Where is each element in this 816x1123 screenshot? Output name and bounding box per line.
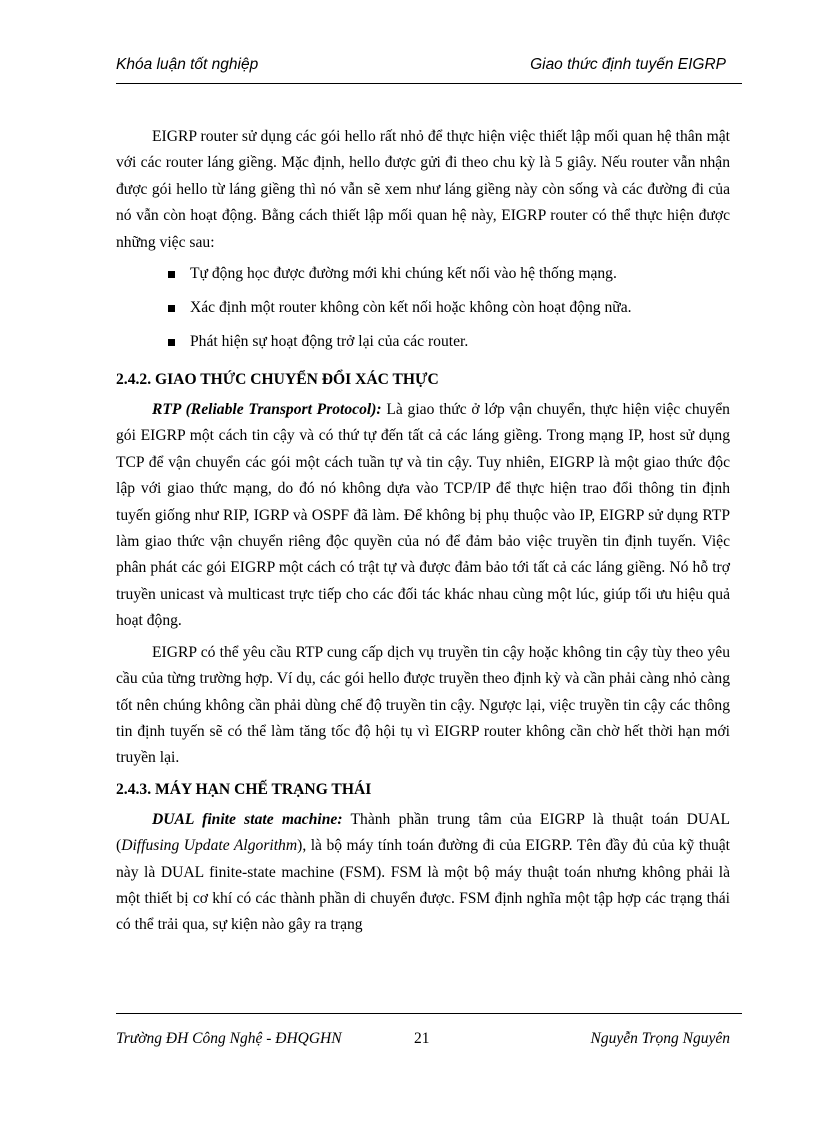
header-divider xyxy=(116,83,742,84)
list-item xyxy=(116,295,730,329)
page-footer xyxy=(116,1030,730,1052)
section-heading-2-4-3: 2.4.3. MÁY HẠN CHẾ TRẠNG THÁI xyxy=(116,780,372,798)
header-thesis-label: Khóa luận tốt nghiệp xyxy=(116,56,259,73)
section-heading-2-4-2: 2.4.2. GIAO THỨC CHUYỂN ĐỔI XÁC THỰC xyxy=(116,371,439,389)
dual-acronym-expansion: Diffusing Update Algorithm xyxy=(121,837,298,855)
dual-text-part2: ), là bộ máy tính toán đường đi của EIGRP. Tên đầy đủ của kỹ thuật này là DUAL finite-state machine (FSM). FSM là một bộ máy thuật toán nhưng không phải là một thiết bị cơ khí có các thành phần di chuyển được. FSM định nghĩa một tập hợp các trạng thái có thể trải qua, sự kiện nào gây ra trạng xyxy=(116,837,731,934)
rtp-reliability-paragraph: EIGRP có thể yêu cầu RTP cung cấp dịch vụ truyền tin cậy hoặc không tin cậy tùy theo yêu cầu của từng trường hợp. Ví dụ, các gói hello được truyền theo định kỳ và cần phải càng nhỏ càng tốt nên chúng không cần phải dùng chế độ truyền tin cậy. Ngược lại, việc truyền tin cậy các thông tin định tuyến sẽ có thể làm tăng tốc độ hội tụ vì EIGRP router không cần chờ hết thời hạn mới truyền lại. xyxy=(116,643,730,767)
rtp-term: RTP (Reliable Transport Protocol): xyxy=(152,401,382,419)
dual-term: DUAL finite state machine: xyxy=(152,810,343,828)
footer-university: Trường ĐH Công Nghệ - ĐHQGHN xyxy=(116,1030,342,1047)
list-item-text: Phát hiện sự hoạt động trở lại của các router. xyxy=(190,333,469,351)
header-chapter-title: Giao thức định tuyến EIGRP xyxy=(530,56,726,73)
capability-list xyxy=(116,261,730,363)
document-body xyxy=(116,124,730,944)
intro-paragraph: EIGRP router sử dụng các gói hello rất nhỏ để thực hiện việc thiết lập mối quan hệ thân mật với các router láng giềng. Mặc định, hello được gửi đi theo chu kỳ là 5 giây. Nếu router vẫn nhận được gói hello từ láng giềng thì nó vẫn sẽ xem như láng giềng này còn sống và các đường đi của nó vẫn còn hoạt động. Bằng cách thiết lập mối quan hệ này, EIGRP router có thể thực hiện được những việc sau: xyxy=(116,128,730,251)
list-item-text: Xác định một router không còn kết nối hoặc không còn hoạt động nữa. xyxy=(190,299,632,317)
page-number: 21 xyxy=(414,1030,430,1047)
list-item-text: Tự động học được đường mới khi chúng kết nối vào hệ thống mạng. xyxy=(190,265,617,283)
square-bullet-icon xyxy=(168,339,175,346)
page-header xyxy=(116,56,726,80)
footer-divider xyxy=(116,1013,742,1014)
footer-author: Nguyễn Trọng Nguyên xyxy=(590,1030,730,1047)
rtp-description: Là giao thức ở lớp vận chuyển, thực hiện việc chuyển gói EIGRP một cách tin cậy và có thứ tự đến tất cả các láng giềng. Trong mạng IP, host sử dụng TCP để vận chuyển các gói một cách tuần tự và tin cậy. Tuy nhiên, EIGRP là một giao thức độc lập với giao thức mạng, do đó nó không dựa vào TCP/IP để thực hiện trao đổi thông tin định tuyến giống như RIP, IGRP và OSPF đã làm. Để không bị phụ thuộc vào IP, EIGRP sử dụng RTP làm giao thức vận chuyển riêng độc quyền của nó để đảm bảo việc truyền tin định tuyến. Việc phân phát các gói EIGRP một cách có trật tự và được đảm bảo tới tất cả các láng giềng. Nó hỗ trợ truyền unicast và multicast trực tiếp cho các đối tác khác nhau cùng một lúc, giúp tối ưu hiệu quả hoạt động. xyxy=(116,401,730,630)
list-item xyxy=(116,329,730,363)
dual-text-part1: Thành phần trung tâm của EIGRP là thuật toán DUAL ( xyxy=(116,810,730,855)
dual-paragraph xyxy=(116,807,730,939)
list-item xyxy=(116,261,730,295)
square-bullet-icon xyxy=(168,271,175,278)
rtp-paragraph xyxy=(116,397,730,635)
square-bullet-icon xyxy=(168,305,175,312)
